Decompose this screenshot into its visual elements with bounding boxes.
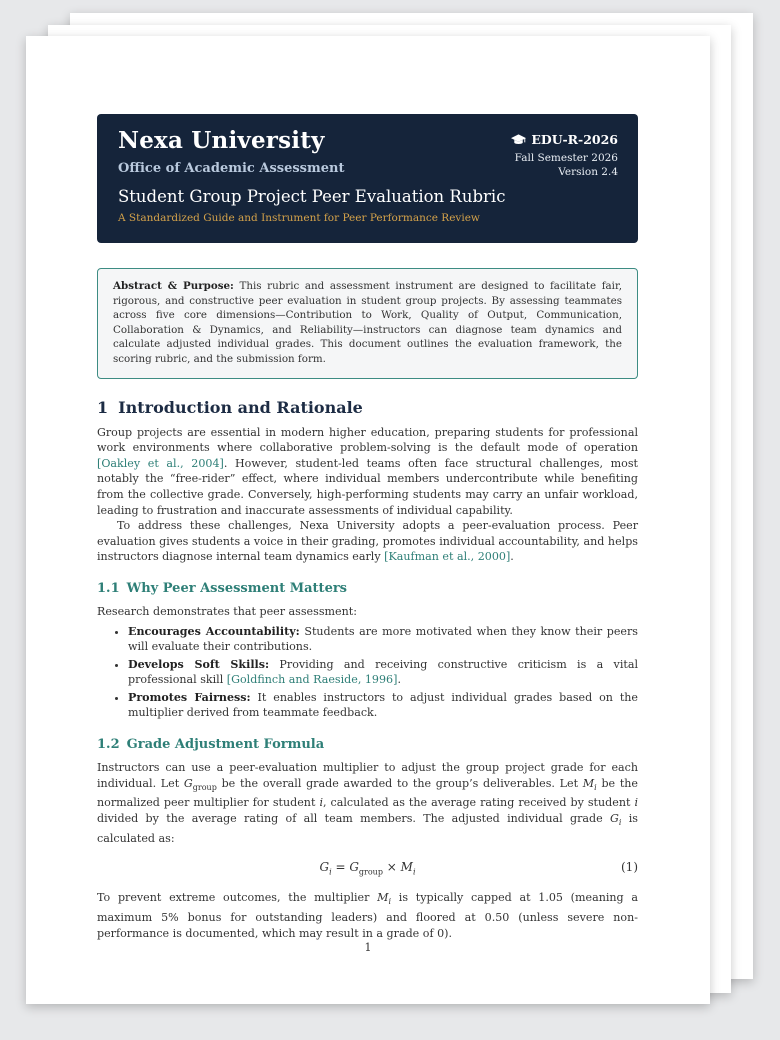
math-symbol: i bbox=[634, 796, 638, 810]
math-subscript: group bbox=[358, 867, 383, 877]
intro-paragraph-2 bbox=[97, 518, 638, 565]
math-subscript: i bbox=[618, 818, 622, 828]
subsection-number: 1.2 bbox=[97, 737, 120, 753]
multiplier-cap-paragraph bbox=[97, 890, 638, 941]
math-symbol: M bbox=[582, 776, 595, 790]
document-code-text: EDU-R-2026 bbox=[531, 132, 618, 147]
equation-1 bbox=[97, 858, 638, 880]
page-1 bbox=[26, 36, 710, 1004]
peer-assessment-intro: Research demonstrates that peer assessment: bbox=[97, 604, 357, 618]
paragraph-text: , calculated as the average rating received by student bbox=[323, 796, 635, 810]
paragraph-text: Instructors can use a peer-evaluation multiplier to adjust the group project grade for each individual. Let bbox=[97, 761, 638, 790]
document-code bbox=[511, 132, 618, 147]
list-item-text: . bbox=[397, 673, 401, 687]
list-item-label: Encourages Accountability: bbox=[128, 624, 300, 638]
subsection-title: Grade Adjustment Formula bbox=[126, 737, 325, 753]
equation-expression bbox=[97, 860, 638, 876]
graduation-cap-icon bbox=[511, 134, 526, 146]
math-operator: = bbox=[331, 860, 350, 875]
paragraph-text: is typically capped at 1.05 (meaning a maximum 5% bonus for outstanding leaders) and floored at 0.50 (unless severe non-performance is documented, which may result in a grade of 0). bbox=[97, 891, 638, 940]
math-subscript: i bbox=[388, 897, 392, 907]
document-subtitle: A Standardized Guide and Instrument for Peer Performance Review bbox=[118, 212, 480, 224]
paragraph-text: To address these challenges, Nexa University adopts a peer-evaluation process. Peer evaluation gives students a voice in their grading, promotes individual accountability, and helps instructors diagnose internal team dynamics early bbox=[97, 519, 638, 564]
math-symbol: G bbox=[609, 812, 619, 826]
math-subscript: i bbox=[329, 867, 332, 877]
list-item bbox=[128, 690, 638, 721]
list-item bbox=[128, 624, 638, 655]
list-item-text: It enables instructors to adjust individual grades based on the multiplier derived from teammate feedback. bbox=[128, 690, 638, 720]
math-subscript: i bbox=[594, 782, 597, 792]
citation-link-kaufman[interactable]: [Kaufman et al., 2000] bbox=[384, 550, 511, 564]
page-number: 1 bbox=[364, 941, 372, 954]
paragraph-text: be the overall grade awarded to the group’s deliverables. Let bbox=[216, 776, 583, 790]
paragraph-text: be the normalized peer multiplier for student bbox=[97, 776, 638, 810]
math-symbol: M bbox=[400, 860, 413, 875]
document-title: Student Group Project Peer Evaluation Rubric bbox=[118, 187, 506, 206]
math-symbol: i bbox=[319, 796, 323, 810]
subsection-title: Why Peer Assessment Matters bbox=[126, 580, 348, 596]
subsection-1-1-heading bbox=[97, 580, 638, 597]
abstract-text: This rubric and assessment instrument are designed to facilitate fair, rigorous, and constructive peer evaluation in student group projects. By assessing teammates across five core dimensions—Contribution to Work, Quality of Output, Communication, Collaboration & Dynamics, and Reliability—instructors can diagnose team dynamics and calculate adjusted individual grades. This document outlines the evaluation framework, the scoring rubric, and the submission form. bbox=[113, 280, 623, 365]
list-item-label: Promotes Fairness: bbox=[128, 690, 251, 704]
abstract-box bbox=[97, 268, 638, 379]
equation-number: (1) bbox=[621, 860, 638, 875]
list-item bbox=[128, 657, 638, 688]
abstract-label: Abstract & Purpose: bbox=[113, 280, 234, 292]
math-subscript: i bbox=[412, 867, 416, 877]
subsection-number: 1.1 bbox=[97, 580, 120, 596]
math-operator: × bbox=[382, 860, 401, 875]
version-label: Version 2.4 bbox=[558, 166, 618, 178]
section-title: Introduction and Rationale bbox=[118, 397, 363, 417]
math-subscript: group bbox=[192, 782, 217, 792]
benefits-list bbox=[97, 624, 638, 722]
math-symbol: G bbox=[349, 860, 359, 875]
subsection-1-2-heading bbox=[97, 736, 638, 753]
math-symbol: G bbox=[183, 776, 193, 790]
paragraph-text: To prevent extreme outcomes, the multiplier bbox=[97, 891, 378, 905]
paragraph-text: divided by the average rating of all team members. The adjusted individual grade bbox=[97, 812, 610, 826]
list-item-text: Providing and receiving constructive criticism is a vital professional skill bbox=[128, 657, 638, 687]
math-symbol: G bbox=[319, 860, 330, 875]
semester-label: Fall Semester 2026 bbox=[514, 152, 618, 164]
citation-link-goldfinch[interactable]: [Goldfinch and Raeside, 1996] bbox=[226, 673, 398, 687]
paragraph-text: . However, student-led teams often face structural challenges, most notably the “free-rider” effect, where individual members undercontribute while benefiting from the collective grade. Conversely, high-performing students may carry an unfair workload, leading to frustration and inaccurate assessments of individual capability. bbox=[97, 456, 638, 517]
list-item-text: Students are more motivated when they know their peers will evaluate their contributions. bbox=[128, 624, 638, 654]
list-item-label: Develops Soft Skills: bbox=[128, 657, 270, 671]
header-banner bbox=[97, 114, 638, 243]
math-symbol: M bbox=[377, 891, 389, 905]
citation-link-oakley[interactable]: [Oakley et al., 2004] bbox=[97, 456, 224, 470]
paragraph-text: is calculated as: bbox=[97, 812, 638, 845]
formula-paragraph bbox=[97, 760, 638, 846]
paragraph-text: Group projects are essential in modern higher education, preparing students for professional work environments where collaborative problem-solving is the default mode of operation bbox=[97, 425, 638, 455]
intro-paragraph-1 bbox=[97, 425, 638, 519]
paragraph-text: . bbox=[510, 550, 514, 564]
section-1-heading bbox=[97, 398, 638, 418]
section-number: 1 bbox=[97, 397, 109, 417]
office-name: Office of Academic Assessment bbox=[118, 161, 345, 176]
page-content bbox=[97, 114, 638, 941]
university-name: Nexa University bbox=[118, 127, 325, 154]
